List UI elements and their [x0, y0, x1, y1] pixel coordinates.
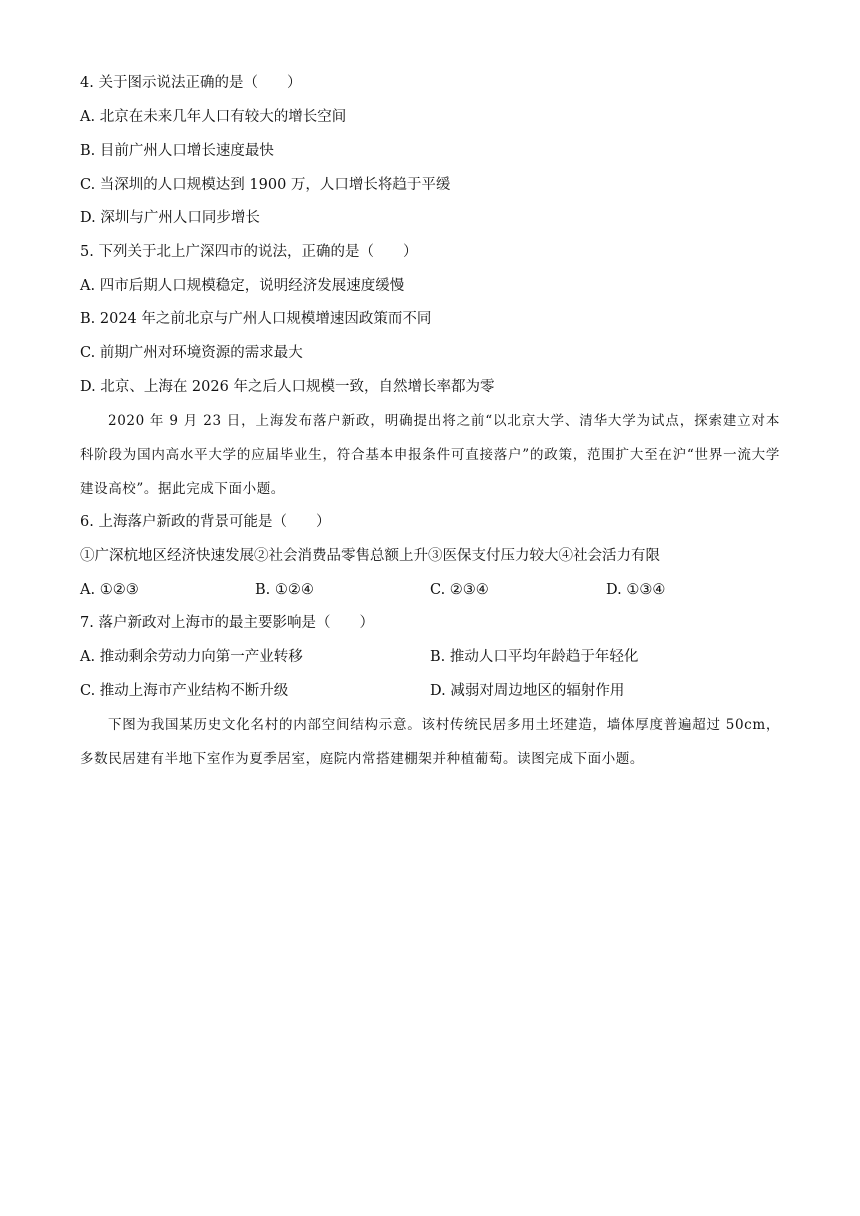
question-7-option-a: A. 推动剩余劳动力向第一产业转移: [80, 649, 303, 665]
question-5-stem: 5. 下列关于北上广深四市的说法，正确的是（ ）: [80, 244, 418, 260]
question-6-option-a: A. ①②③: [80, 582, 139, 598]
question-6-statements: ①广深杭地区经济快速发展②社会消费品零售总额上升③医保支付压力较大④社会活力有限: [80, 548, 660, 564]
question-4-option-d: D. 深圳与广州人口同步增长: [80, 210, 260, 226]
passage-village-structure: 下图为我国某历史文化名村的内部空间结构示意。该村传统民居多用土坯建造，墙体厚度普遍超过 50cm，多数民居建有半地下室作为夏季居室，庭院内常搭建棚架并种植葡萄。读图完成下面小题。: [80, 717, 780, 767]
question-5-option-a: A. 四市后期人口规模稳定，说明经济发展速度缓慢: [80, 278, 405, 294]
passage-shanghai-policy: 2020 年 9 月 23 日，上海发布落户新政，明确提出将之前“以北京大学、清华大学为试点，探索建立对本科阶段为国内高水平大学的应届毕业生，符合基本申报条件可直接落户”的政策，范围扩大至在沪“世界一流大学建设高校”。据此完成下面小题。: [80, 413, 780, 497]
question-6-option-d: D. ①③④: [606, 582, 666, 598]
question-4-option-c: C. 当深圳的人口规模达到 1900 万，人口增长将趋于平缓: [80, 177, 451, 193]
question-5-option-b: B. 2024 年之前北京与广州人口规模增速因政策而不同: [80, 311, 432, 327]
question-6-option-c: C. ②③④: [430, 582, 489, 598]
question-6-stem: 6. 上海落户新政的背景可能是（ ）: [80, 514, 331, 530]
question-4-option-b: B. 目前广州人口增长速度最快: [80, 143, 274, 159]
question-4-stem: 4. 关于图示说法正确的是（ ）: [80, 75, 302, 91]
question-5-option-d: D. 北京、上海在 2026 年之后人口规模一致，自然增长率都为零: [80, 379, 495, 395]
question-6-option-b: B. ①②④: [255, 582, 314, 598]
question-7-stem: 7. 落户新政对上海市的最主要影响是（ ）: [80, 615, 374, 631]
question-7-option-b: B. 推动人口平均年龄趋于年轻化: [430, 649, 639, 665]
question-7-option-c: C. 推动上海市产业结构不断升级: [80, 683, 289, 699]
question-7-option-d: D. 减弱对周边地区的辐射作用: [430, 683, 625, 699]
question-4-option-a: A. 北京在未来几年人口有较大的增长空间: [80, 109, 347, 125]
question-5-option-c: C. 前期广州对环境资源的需求最大: [80, 345, 303, 361]
